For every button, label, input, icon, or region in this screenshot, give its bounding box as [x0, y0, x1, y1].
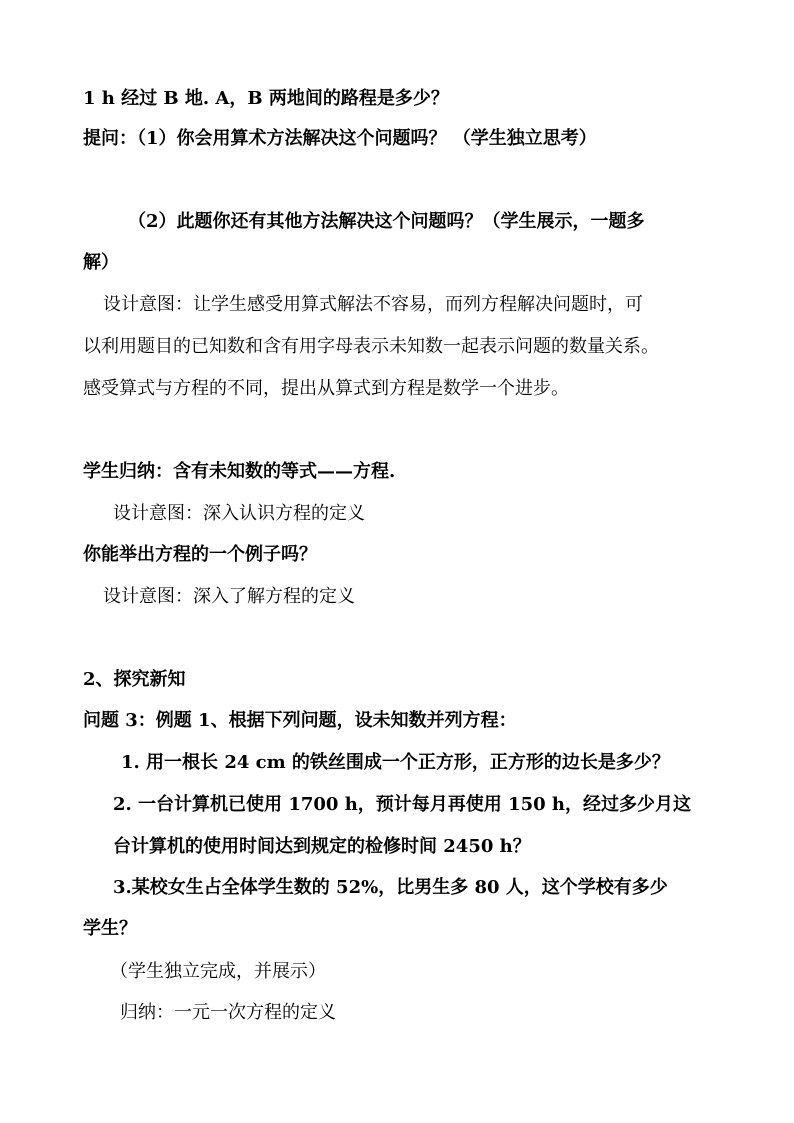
text-line-9: 设计意图：深入认识方程的定义: [113, 503, 365, 524]
text-line-10: 你能举出方程的一个例子吗？: [83, 544, 317, 565]
text-line-6: 以利用题目的已知数和含有用字母表示未知数一起表示问题的数量关系。: [83, 336, 659, 357]
text-line-14: 1. 用一根长 24 cm 的铁丝围成一个正方形，正方形的边长是多少？: [121, 752, 670, 773]
text-line-13: 问题 3：例题 1、根据下列问题，设未知数并列方程：: [83, 710, 517, 731]
text-line-15: 2. 一台计算机已使用 1700 h，预计每月再使用 150 h，经过多少月这: [113, 794, 691, 815]
text-line-8: 学生归纳：含有未知数的等式——方程.: [83, 461, 396, 482]
text-line-1: 1 h 经过 B 地. A，B 两地间的路程是多少？: [83, 88, 449, 109]
text-line-2: 提问：（1）你会用算术方法解决这个问题吗？ （学生独立思考）: [83, 128, 597, 149]
text-line-17: 3.某校女生占全体学生数的 52%，比男生多 80 人，这个学校有多少: [113, 877, 668, 898]
text-line-12: 2、探究新知: [83, 669, 186, 690]
text-line-3: （2）此题你还有其他方法解决这个问题吗？（学生展示，一题多: [128, 211, 645, 232]
text-line-16: 台计算机的使用时间达到规定的检修时间 2450 h？: [113, 836, 531, 857]
text-line-4: 解）: [83, 252, 119, 273]
text-line-19: （学生独立完成，并展示）: [110, 961, 326, 982]
text-line-5: 设计意图：让学生感受用算式解法不容易，而列方程解决问题时，可: [103, 294, 643, 315]
text-line-7: 感受算式与方程的不同，提出从算式到方程是数学一个进步。: [83, 378, 569, 399]
text-line-18: 学生？: [83, 918, 137, 939]
text-line-11: 设计意图：深入了解方程的定义: [103, 586, 355, 607]
text-line-20: 归纳：一元一次方程的定义: [120, 1002, 336, 1023]
